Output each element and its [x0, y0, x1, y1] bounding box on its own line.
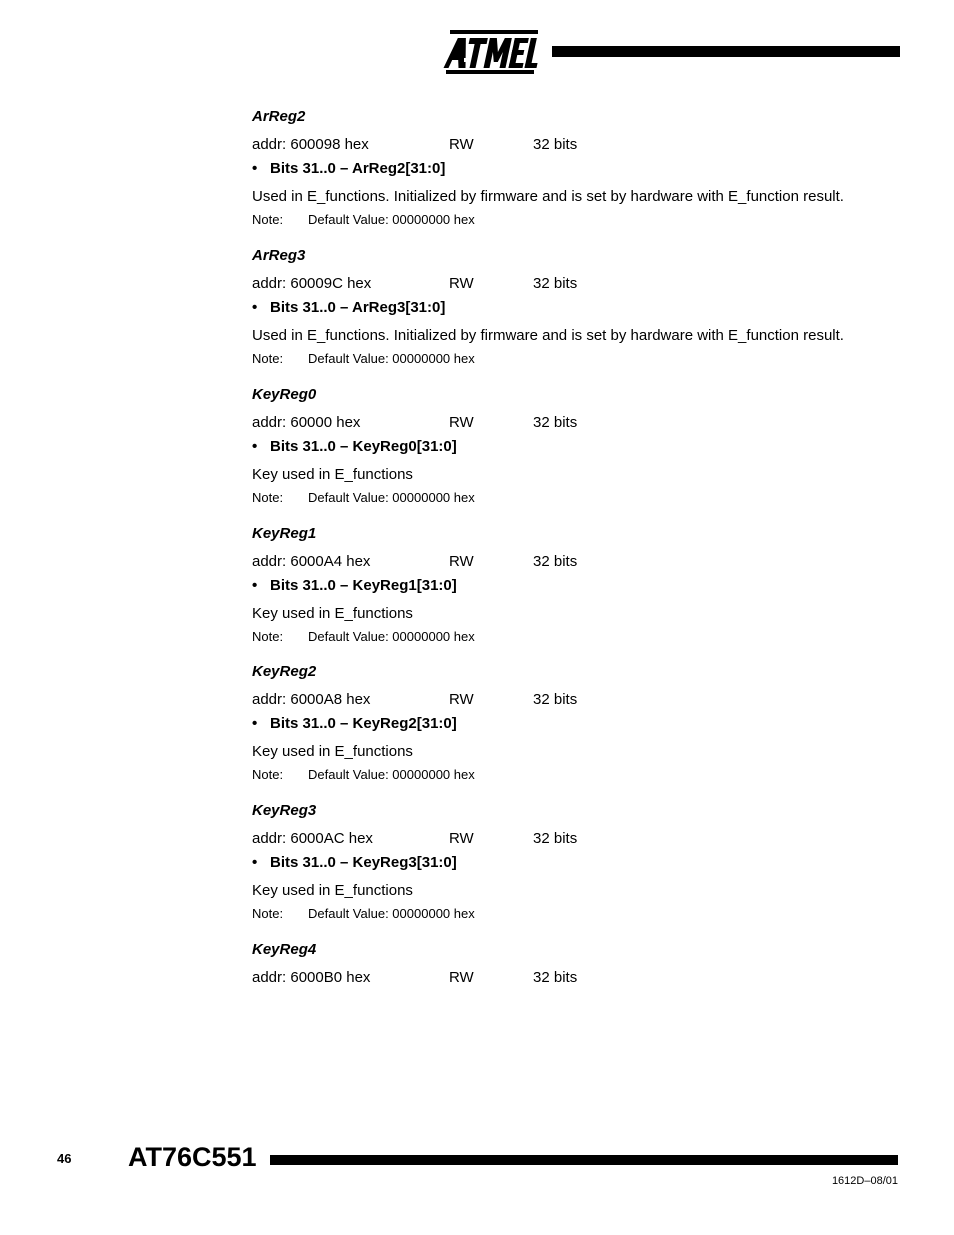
- register-title: ArReg3: [252, 247, 306, 264]
- register-width: 32 bits: [533, 414, 578, 431]
- note-label: Note:: [252, 490, 284, 505]
- bullet-icon: •: [252, 715, 258, 732]
- register-access: RW: [449, 691, 474, 708]
- register-description: Key used in E_functions: [252, 743, 413, 760]
- bullet-icon: •: [252, 577, 258, 594]
- register-bits: [252, 160, 445, 178]
- register-description: Key used in E_functions: [252, 882, 413, 899]
- register-bits-text: Bits 31..0 – KeyReg3[31:0]: [270, 854, 457, 871]
- register-address-row: [252, 414, 892, 432]
- register-access: RW: [449, 414, 474, 431]
- register-description: Used in E_functions. Initialized by firmware and is set by hardware with E_function result.: [252, 188, 844, 205]
- register-access: RW: [449, 830, 474, 847]
- register-title: KeyReg4: [252, 941, 317, 958]
- note-text: Default Value: 00000000 hex: [308, 629, 475, 644]
- register-title: KeyReg1: [252, 525, 317, 542]
- note-text: Default Value: 00000000 hex: [308, 351, 475, 366]
- bullet-icon: •: [252, 160, 258, 177]
- register-bits-text: Bits 31..0 – KeyReg0[31:0]: [270, 438, 457, 455]
- note-label: Note:: [252, 212, 284, 227]
- register-description: Key used in E_functions: [252, 605, 413, 622]
- register-width: 32 bits: [533, 691, 578, 708]
- bullet-icon: •: [252, 438, 258, 455]
- page-number: 46: [57, 1151, 72, 1166]
- register-note: [252, 490, 475, 506]
- register-bits: [252, 438, 457, 456]
- register-note: [252, 906, 475, 922]
- register-address-row: [252, 136, 892, 154]
- register-bits-text: Bits 31..0 – ArReg3[31:0]: [270, 299, 446, 316]
- register-bits: [252, 577, 457, 595]
- register-description: Used in E_functions. Initialized by firmware and is set by hardware with E_function result.: [252, 327, 844, 344]
- register-address-row: [252, 275, 892, 293]
- register-access: RW: [449, 136, 474, 153]
- register-bits-text: Bits 31..0 – KeyReg2[31:0]: [270, 715, 457, 732]
- register-title: KeyReg2: [252, 663, 317, 680]
- note-text: Default Value: 00000000 hex: [308, 906, 475, 921]
- atmel-logo-icon: [440, 28, 540, 78]
- note-label: Note:: [252, 629, 284, 644]
- register-address: addr: 60000 hex: [252, 414, 361, 431]
- register-title: KeyReg0: [252, 386, 317, 403]
- register-width: 32 bits: [533, 275, 578, 292]
- product-name: AT76C551: [128, 1142, 257, 1172]
- register-address: addr: 6000B0 hex: [252, 969, 371, 986]
- register-address: addr: 600098 hex: [252, 136, 369, 153]
- footer-rule: [270, 1155, 898, 1165]
- register-access: RW: [449, 969, 474, 986]
- document-number: 1612D–08/01: [831, 1175, 898, 1187]
- register-bits: [252, 299, 445, 317]
- register-address: addr: 6000AC hex: [252, 830, 373, 847]
- register-address: addr: 6000A4 hex: [252, 553, 371, 570]
- register-bits-text: Bits 31..0 – KeyReg1[31:0]: [270, 577, 457, 594]
- register-width: 32 bits: [533, 830, 578, 847]
- register-address-row: [252, 969, 892, 987]
- register-note: [252, 767, 475, 783]
- note-label: Note:: [252, 767, 284, 782]
- register-access: RW: [449, 275, 474, 292]
- register-note: [252, 629, 475, 645]
- bullet-icon: •: [252, 854, 258, 871]
- register-title: ArReg2: [252, 108, 306, 125]
- register-width: 32 bits: [533, 553, 578, 570]
- register-access: RW: [449, 553, 474, 570]
- register-note: [252, 212, 475, 228]
- note-label: Note:: [252, 906, 284, 921]
- note-text: Default Value: 00000000 hex: [308, 767, 475, 782]
- register-bits-text: Bits 31..0 – ArReg2[31:0]: [270, 160, 446, 177]
- note-label: Note:: [252, 351, 284, 366]
- note-text: Default Value: 00000000 hex: [308, 490, 475, 505]
- register-note: [252, 351, 475, 367]
- register-address-row: [252, 691, 892, 709]
- register-width: 32 bits: [533, 136, 578, 153]
- register-bits: [252, 715, 457, 733]
- register-address: addr: 60009C hex: [252, 275, 372, 292]
- register-bits: [252, 854, 457, 872]
- note-text: Default Value: 00000000 hex: [308, 212, 475, 227]
- bullet-icon: •: [252, 299, 258, 316]
- header-rule: [552, 46, 900, 57]
- register-description: Key used in E_functions: [252, 466, 413, 483]
- register-width: 32 bits: [533, 969, 578, 986]
- register-title: KeyReg3: [252, 802, 317, 819]
- register-address-row: [252, 830, 892, 848]
- register-address-row: [252, 553, 892, 571]
- register-address: addr: 6000A8 hex: [252, 691, 371, 708]
